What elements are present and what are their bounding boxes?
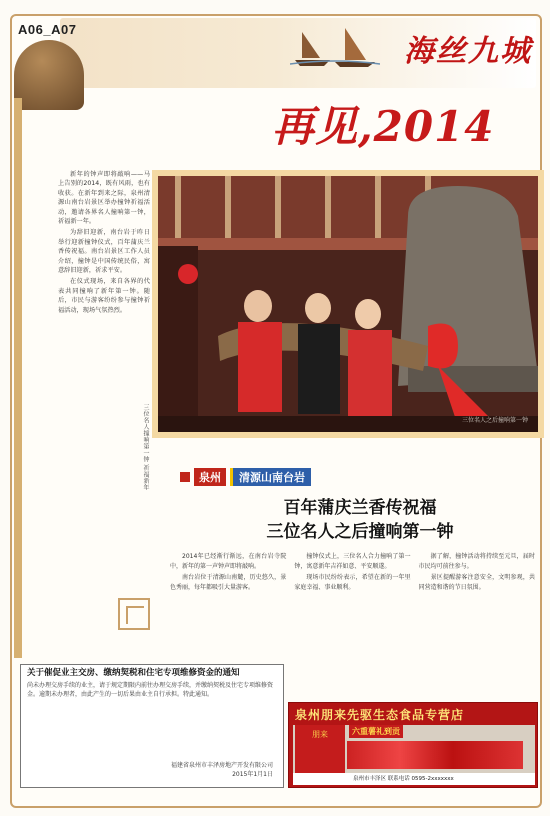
main-photo-frame: [152, 170, 544, 438]
paragraph: 新年的钟声即将敲响——马上告别的2014，既有风雨，也有收获。在新年到来之际，泉州清源山南台岩景区举办撞钟祈福活动，邀请各界名人撞响第一钟，祈福新一年。: [58, 171, 150, 226]
paragraph: 撞钟仪式上，三位名人合力撞响了第一钟，寓意新年吉祥如意、平安顺遂。: [294, 553, 411, 570]
fret-pattern-icon: [118, 598, 150, 630]
paragraph: 据了解，撞钟活动将持续至元旦，届时市民均可前往参与。: [418, 553, 535, 570]
bell-decoration-icon: [14, 40, 84, 110]
photo-side-caption: 三位名人撞响第一钟 祈福新年: [142, 404, 149, 491]
headline: 再见,2014: [272, 102, 495, 151]
subhead-line-2: 三位名人之后撞响第一钟: [266, 522, 454, 542]
paragraph: 南台岩位于清源山南麓，历史悠久，景色秀丽，每年都吸引大量游客。: [170, 574, 287, 591]
article-column-2: [294, 552, 410, 594]
advertisement: [288, 702, 538, 788]
notice-signer: 福建省泉州市丰泽房地产开发有限公司: [170, 762, 273, 769]
notice-date: 2015年1月1日: [232, 771, 273, 778]
tag-city: 泉州: [194, 468, 226, 486]
notice-title: 关于催促业主交房、缴纳契税和住宅专项维修资金的通知: [27, 668, 240, 678]
paragraph: 为辞旧迎新，南台岩于昨日举行迎新撞钟仪式，百年蒲庆兰香传祝福。南台岩景区工作人员介绍，撞钟是中国传统民俗，寓意辞旧迎新，祈求平安。: [58, 229, 150, 275]
main-photo: [158, 176, 538, 432]
ships-icon: [290, 24, 380, 68]
side-rule: [14, 98, 22, 658]
column-title: 海丝九城: [404, 34, 532, 69]
notice-body: 尚未办理交房手续的业主，请于规定期限内前往办理交房手续，并缴纳契税及住宅专项维修资金。逾期未办理者，由此产生的一切后果由业主自行承担。特此通知。: [27, 682, 274, 698]
notice-signature: [171, 761, 273, 779]
square-bullet-icon: [180, 472, 190, 482]
article-subheadline: [200, 496, 520, 544]
photo-caption: 三位名人之后撞响第一钟: [461, 417, 528, 424]
paragraph: 在仪式现场，来自各界的代表共同撞响了新年第一钟。随后，市民与游客纷纷参与撞钟祈福活动，现场气氛热烈。: [58, 278, 150, 314]
article-column-1: [170, 552, 286, 594]
left-column-text: [58, 170, 150, 317]
page-number: A06_A07: [18, 22, 77, 37]
subhead-line-1: 百年蒲庆兰香传祝福: [283, 498, 437, 518]
bell-ringing-illustration: [158, 176, 538, 432]
notice-box: [20, 664, 284, 788]
paragraph: 景区提醒游客注意安全，文明参观，共同营造和谐的节日氛围。: [418, 574, 535, 591]
location-tag: [180, 468, 311, 486]
paragraph: 2014年已经渐行渐远，在南台岩寺院中，新年的第一声钟声即将敲响。: [170, 553, 287, 570]
ad-products-image: [347, 741, 523, 769]
ad-slogan: 六重薯礼到贡: [349, 725, 403, 738]
article-column-3: [419, 552, 535, 594]
ad-logo: 朋来: [295, 725, 345, 779]
ad-address: 泉州市丰泽区 联系电话 0595-2xxxxxxx: [293, 773, 535, 785]
tag-place: 清源山南台岩: [230, 468, 311, 486]
ad-title: 泉州朋来先驱生态食品专营店: [295, 708, 465, 722]
paragraph: 现场市民纷纷表示，希望在新的一年里家庭幸福、事业顺利。: [294, 574, 411, 591]
article-body: [170, 552, 535, 594]
